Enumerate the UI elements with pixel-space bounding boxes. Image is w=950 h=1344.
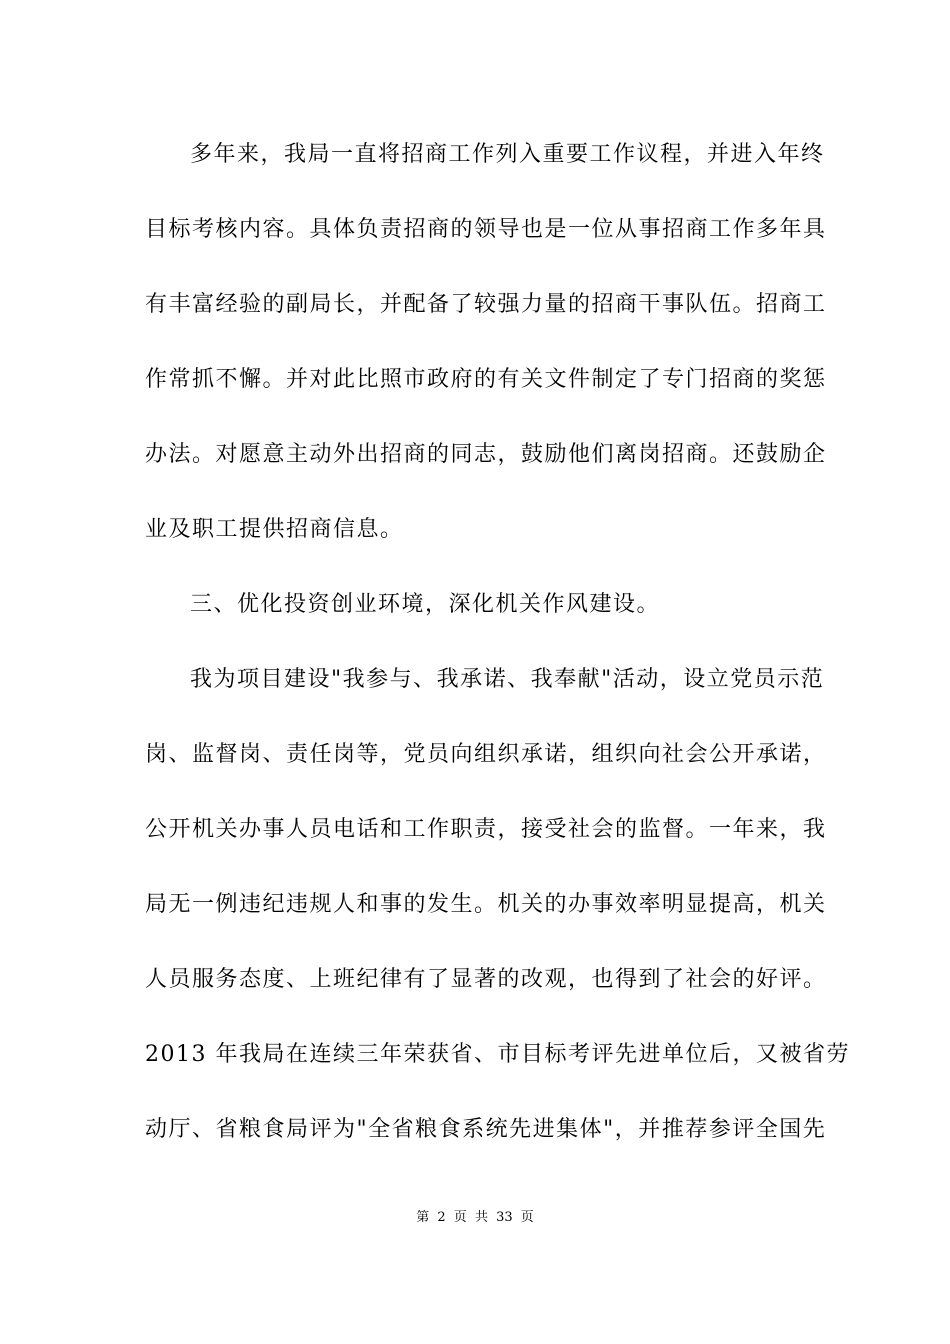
section-heading: 三、优化投资创业环境，深化机关作风建设。 (190, 592, 661, 617)
footer-current-page: 2 (437, 1210, 446, 1225)
paragraph-line: 目标考核内容。具体负责招商的领导也是一位从事招商工作多年具 (145, 217, 827, 242)
paragraph-line: 有丰富经验的副局长，并配备了较强力量的招商干事队伍。招商工 (145, 292, 827, 317)
paragraph-line: 办法。对愿意主动外出招商的同志，鼓励他们离岗招商。还鼓励企 (145, 442, 827, 467)
paragraph-line: 多年来，我局一直将招商工作列入重要工作议程，并进入年终 (190, 142, 825, 167)
paragraph-line: 动厅、省粮食局评为"全省粮食系统先进集体"，并推荐参评全国先 (145, 1117, 827, 1142)
document-body (145, 130, 850, 1180)
paragraph-line: 作常抓不懈。并对此比照市政府的有关文件制定了专门招商的奖惩 (145, 367, 827, 392)
paragraph-line: 公开机关办事人员电话和工作职责，接受社会的监督。一年来，我 (145, 817, 827, 842)
paragraph-line: 业及职工提供招商信息。 (145, 517, 404, 542)
footer-total-pages: 33 (496, 1210, 513, 1225)
paragraph-line: 2013 年我局在连续三年荣获省、市目标考评先进单位后，又被省劳 (145, 1042, 850, 1067)
page-footer (0, 1206, 950, 1225)
footer-page-word: 页 (453, 1210, 467, 1225)
paragraph-line: 岗、监督岗、责任岗等，党员向组织承诺，组织向社会公开承诺， (145, 742, 827, 767)
footer-suffix: 页 (520, 1210, 534, 1225)
footer-prefix: 第 (416, 1210, 430, 1225)
paragraph-line: 人员服务态度、上班纪律有了显著的改观，也得到了社会的好评。 (145, 967, 827, 992)
paragraph-line: 局无一例违纪违规人和事的发生。机关的办事效率明显提高，机关 (145, 892, 827, 917)
paragraph-line: 我为项目建设"我参与、我承诺、我奉献"活动，设立党员示范 (190, 667, 825, 692)
footer-total-word: 共 (474, 1210, 488, 1225)
